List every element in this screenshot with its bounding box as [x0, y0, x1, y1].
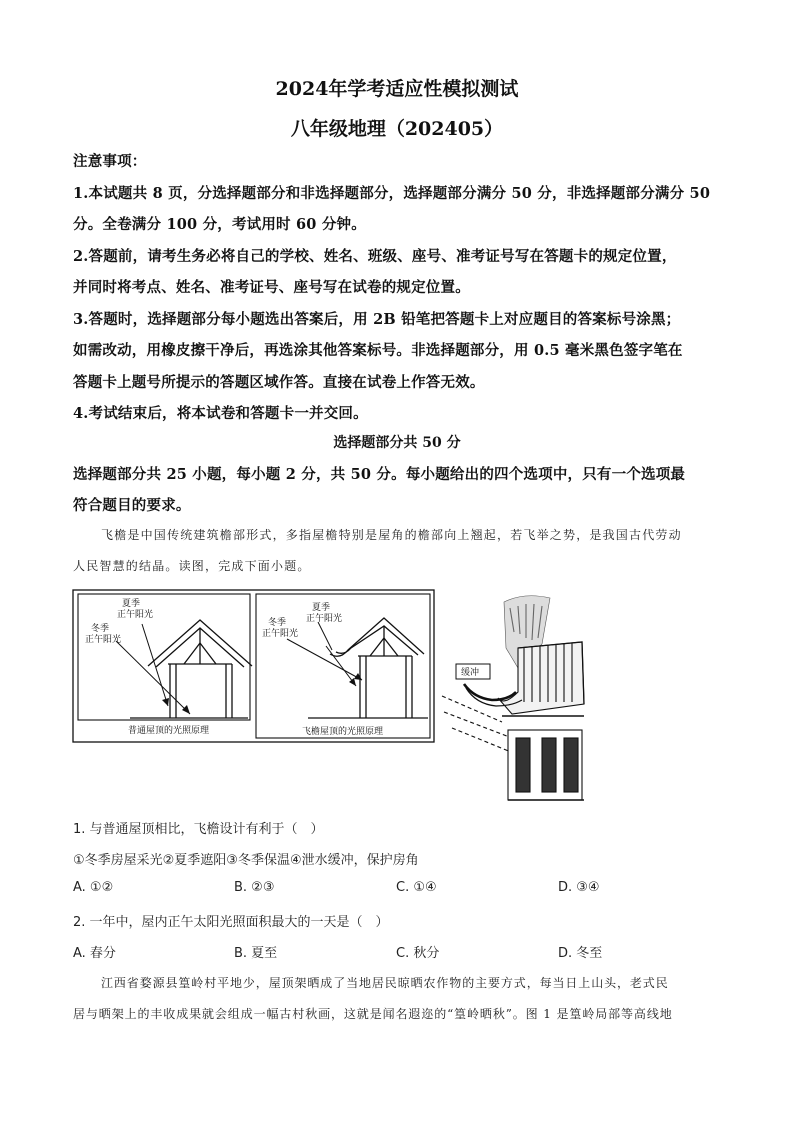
- question-2-option-b[interactable]: B. 夏至: [234, 946, 278, 961]
- section-instruction: 符合题目的要求。: [73, 497, 191, 514]
- notice-line: 4.考试结束后，将本试卷和答题卡一并交回。: [73, 405, 368, 422]
- notice-line: 并同时将考点、姓名、准考证号、座号写在试卷的规定位置。: [73, 279, 470, 296]
- notice-line: 1.本试题共 8 页，分选择题部分和非选择题部分，选择题部分满分 50 分，非选择题部分满分 50: [73, 185, 711, 202]
- rain-buffer-building: [442, 596, 584, 800]
- question-2-option-a[interactable]: A. 春分: [73, 946, 116, 961]
- page-subtitle: 八年级地理（202405）: [290, 118, 504, 140]
- summer-noon-label: 正午阳光: [306, 614, 343, 624]
- summer-noon-label: 夏季: [312, 603, 331, 613]
- summer-noon-label: 夏季: [122, 599, 141, 609]
- question-1-option-d[interactable]: D. ③④: [558, 880, 600, 895]
- question-1-option-a[interactable]: A. ①②: [73, 880, 114, 895]
- section-heading: 选择题部分共 50 分: [333, 435, 461, 451]
- section-instruction: 选择题部分共 25 小题，每小题 2 分，共 50 分。每小题给出的四个选项中，只有一个选项最: [73, 466, 686, 483]
- flying-eave-roof-caption: 飞檐屋顶的光照原理: [302, 727, 384, 737]
- question-1-stem: 1. 与普通屋顶相比，飞檐设计有利于（ ）: [73, 822, 324, 837]
- winter-noon-label: 正午阳光: [85, 635, 122, 645]
- question-2-stem: 2. 一年中，屋内正午太阳光照面积最大的一天是（ ）: [73, 915, 389, 930]
- notice-line: 分。全卷满分 100 分，考试用时 60 分钟。: [73, 216, 366, 233]
- ordinary-roof-caption: 普通屋顶的光照原理: [128, 726, 210, 736]
- notice-heading: 注意事项：: [73, 153, 147, 170]
- notice-line: 答题卡上题号所提示的答题区域作答。直接在试卷上作答无效。: [73, 374, 485, 391]
- question-2-option-d[interactable]: D. 冬至: [558, 946, 603, 961]
- question-1-option-c[interactable]: C. ①④: [396, 880, 437, 895]
- summer-noon-label: 正午阳光: [117, 610, 154, 620]
- question-1-statement: ①冬季房屋采光②夏季遮阳③冬季保温④泄水缓冲，保护房角: [73, 853, 419, 868]
- question-1-option-b[interactable]: B. ②③: [234, 880, 275, 895]
- notice-line: 2.答题前，请考生务必将自己的学校、姓名、班级、座号、准考证号写在答题卡的规定位置，: [73, 248, 677, 265]
- page-title: 2024年学考适应性模拟测试: [275, 78, 519, 100]
- right-panel-frame: [256, 594, 430, 738]
- passage-line: 江西省婺源县篁岭村平地少，屋顶架晒成了当地居民晾晒农作物的主要方式，每当日上山头，老式民: [101, 976, 669, 990]
- notice-line: 如需改动，用橡皮擦干净后，再选涂其他答案标号。非选择题部分，用 0.5 毫米黑色签字笔在: [73, 342, 683, 359]
- notice-line: 3.答题时，选择题部分每小题选出答案后，用 2B 铅笔把答题卡上对应题目的答案标号涂黑；: [73, 311, 681, 328]
- flying-eave-figure: [72, 588, 602, 808]
- winter-noon-label: 正午阳光: [262, 629, 299, 639]
- winter-noon-label: 冬季: [268, 618, 287, 628]
- passage-line: 人民智慧的结晶。读图，完成下面小题。: [73, 559, 311, 573]
- buffer-label: 缓冲: [461, 668, 480, 678]
- passage-line: 飞檐是中国传统建筑檐部形式，多指屋檐特别是屋角的檐部向上翘起，若飞举之势，是我国古代劳动: [101, 528, 682, 542]
- passage-line: 居与晒架上的丰收成果就会组成一幅古村秋画，这就是闻名遐迩的“篁岭晒秋”。图 1 是篁岭局部等高线地: [73, 1007, 673, 1021]
- winter-noon-label: 冬季: [91, 624, 110, 634]
- question-2-option-c[interactable]: C. 秋分: [396, 946, 440, 961]
